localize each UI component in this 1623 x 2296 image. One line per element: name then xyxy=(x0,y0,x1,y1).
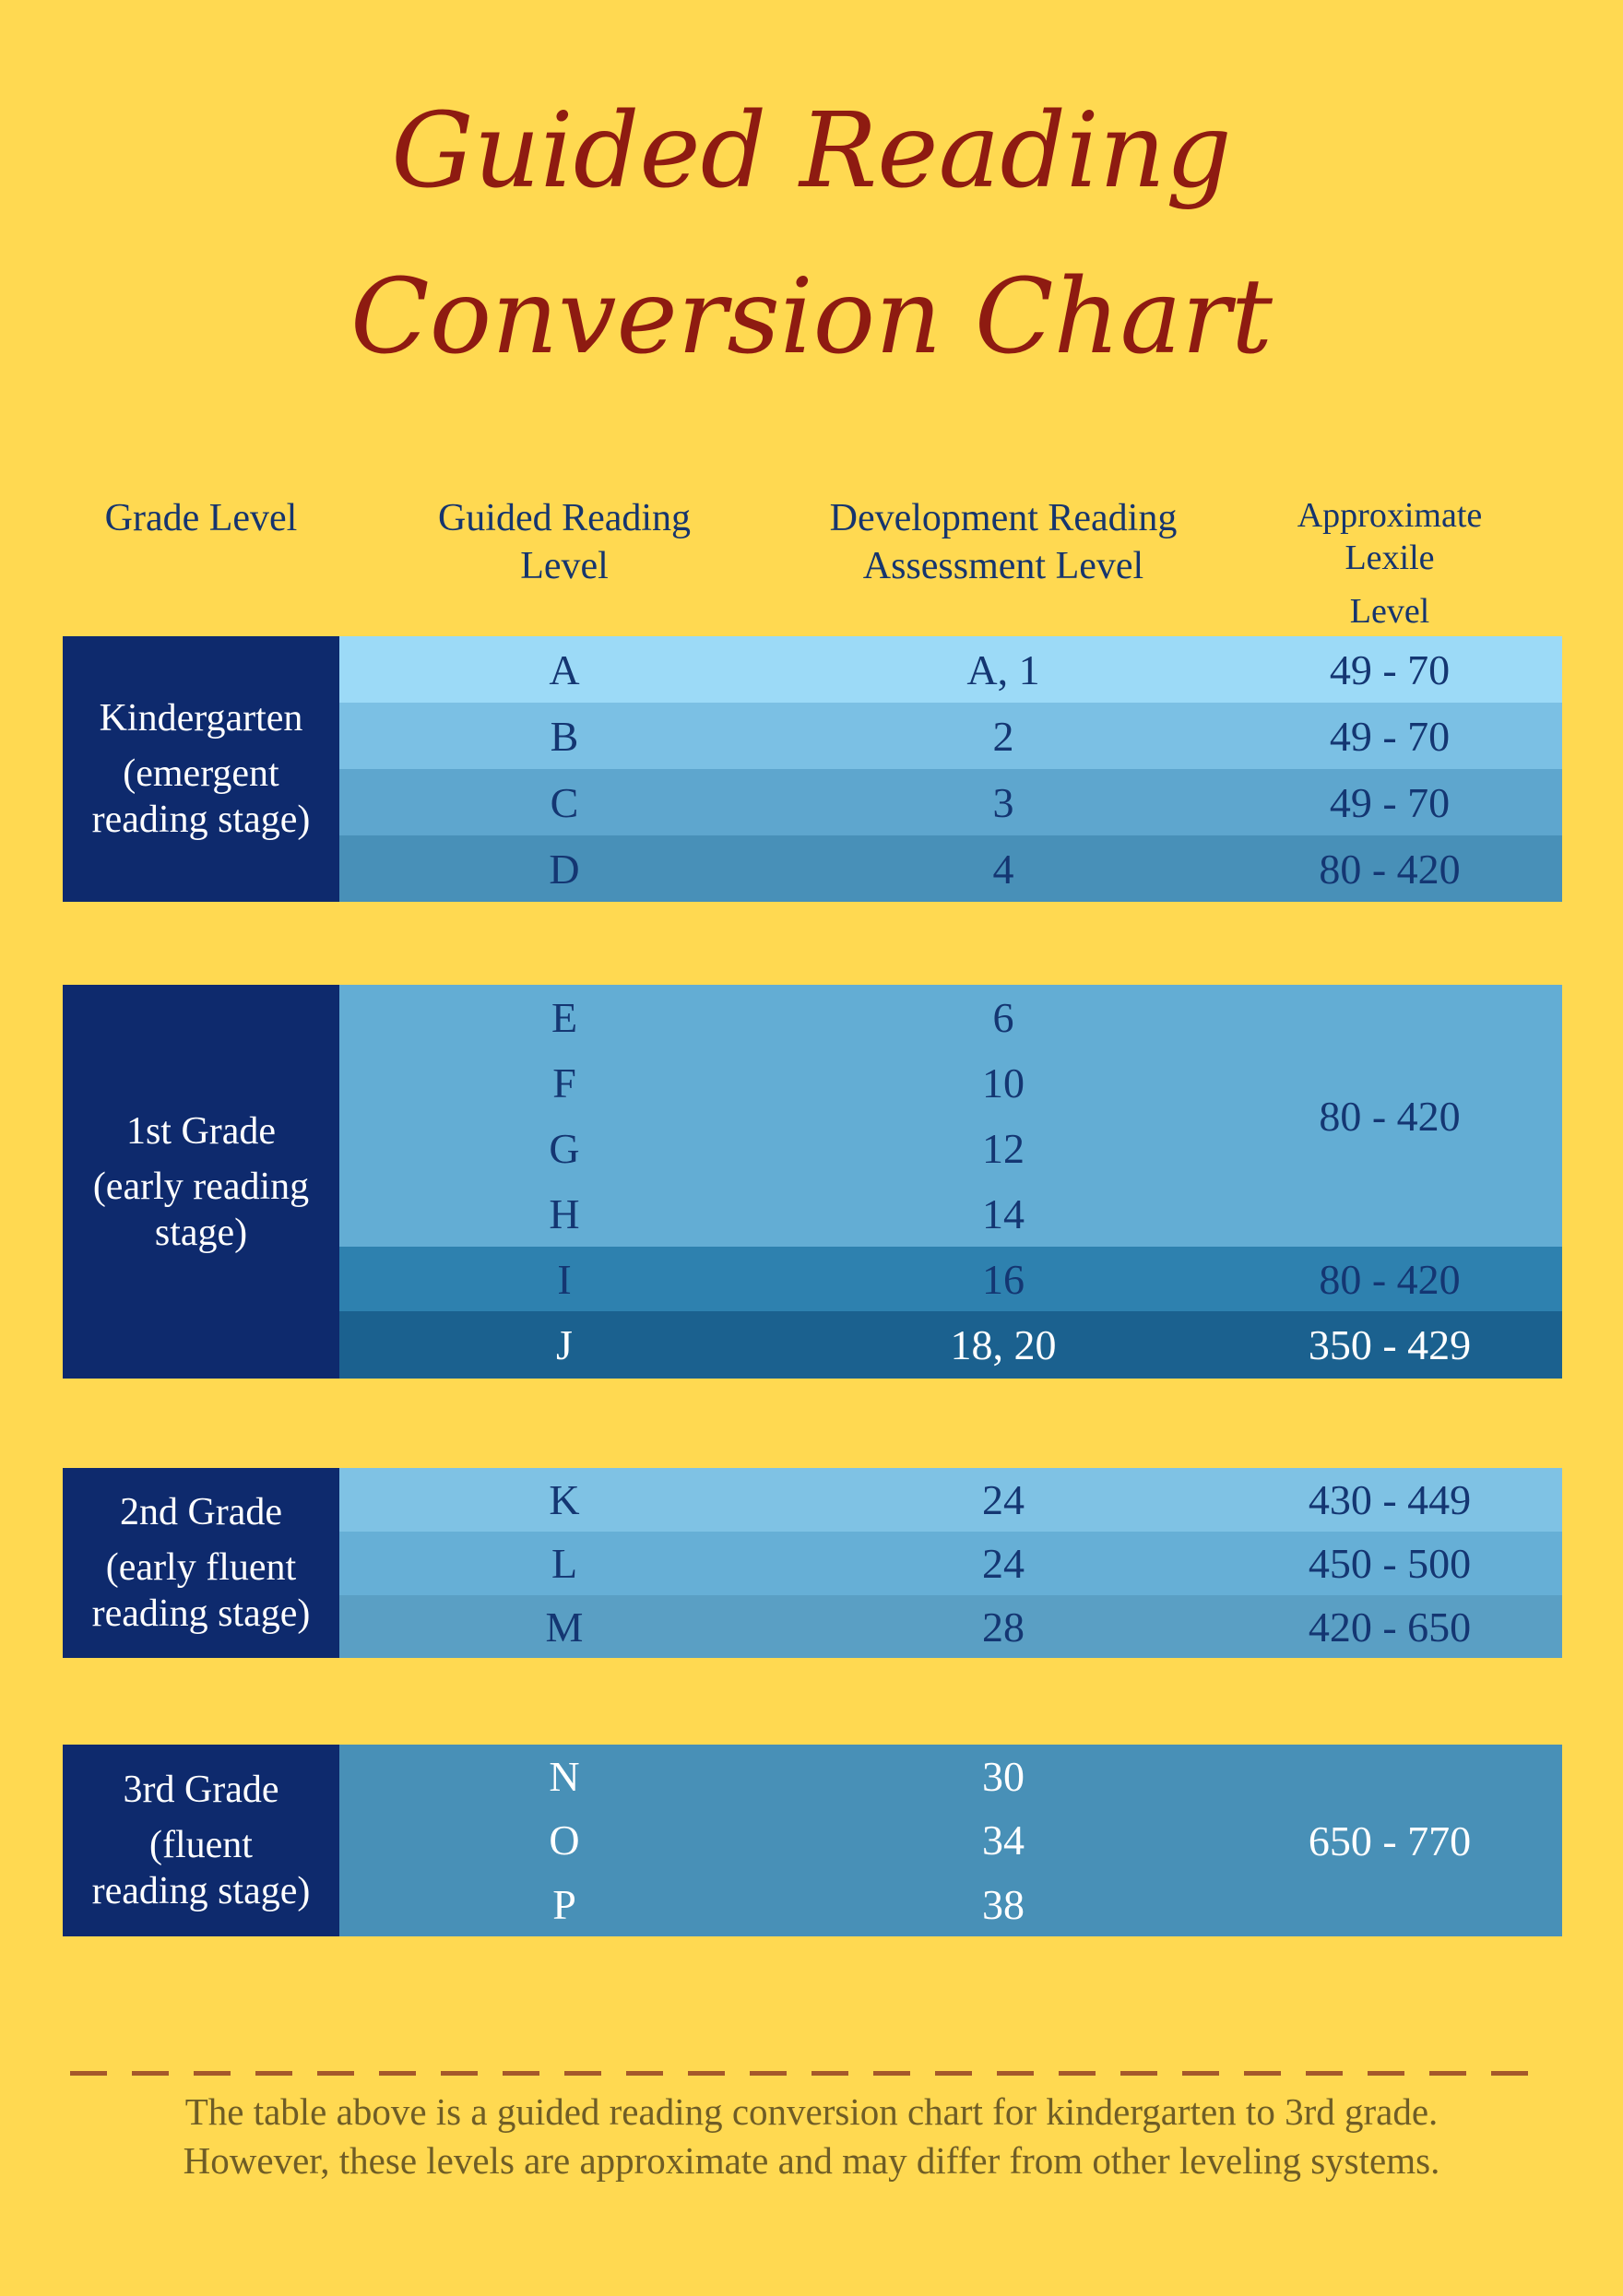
grade-name: 1st Grade xyxy=(125,1109,277,1153)
grl-stack xyxy=(339,985,789,1247)
table-row xyxy=(339,636,1562,703)
table-row xyxy=(339,1595,1562,1658)
lexile-cell: 450 - 500 xyxy=(1308,1540,1472,1587)
dra-cell: 30 xyxy=(982,1753,1025,1801)
grade-cell xyxy=(63,636,339,902)
table-row xyxy=(339,703,1562,769)
grade-name: 2nd Grade xyxy=(119,1491,283,1533)
table-row xyxy=(339,1247,1562,1311)
dra-cell: 16 xyxy=(982,1255,1025,1303)
dra-cell: 6 xyxy=(992,994,1014,1041)
header-grl-line: Level xyxy=(520,545,609,587)
rows-group xyxy=(339,1468,1562,1658)
header-dra-line: Assessment Level xyxy=(862,545,1144,587)
rows-group xyxy=(339,1745,1562,1936)
dra-cell: 4 xyxy=(992,845,1014,893)
table-header-lexile-level xyxy=(1217,494,1562,633)
grl-cell: C xyxy=(550,778,579,826)
grade-block-1st-grade xyxy=(63,985,1562,1379)
grade-name: Kindergarten xyxy=(99,697,303,740)
dra-cell: 34 xyxy=(982,1817,1025,1864)
dra-cell: 10 xyxy=(982,1059,1025,1107)
grl-cell: B xyxy=(550,712,579,760)
page-title-line2: Conversion Chart xyxy=(350,257,1273,377)
header-grade-line: Grade Level xyxy=(104,497,298,539)
lexile-cell-merged: 80 - 420 xyxy=(1319,1092,1461,1140)
grade-block-3rd-grade xyxy=(63,1745,1562,1936)
grade-cell xyxy=(63,1468,339,1658)
dra-cell: 18, 20 xyxy=(950,1321,1057,1368)
lexile-cell: 49 - 70 xyxy=(1329,645,1451,693)
header-lexile-line: Level xyxy=(1349,592,1430,631)
grade-stage-line: reading stage) xyxy=(91,1592,311,1635)
grl-cell: N xyxy=(549,1753,580,1801)
grade-stage-line: (emergent xyxy=(123,752,279,795)
rows-group xyxy=(339,985,1562,1379)
dra-cell: 14 xyxy=(982,1190,1025,1237)
table-row xyxy=(339,1532,1562,1595)
grl-cell: E xyxy=(551,994,578,1041)
grade-block-kindergarten xyxy=(63,636,1562,902)
grl-cell: H xyxy=(549,1190,580,1237)
grl-cell: F xyxy=(552,1059,576,1107)
divider-dashed-line xyxy=(70,2071,1553,2076)
table-header-row xyxy=(63,494,1562,633)
grl-cell: D xyxy=(549,845,580,893)
table-header-guided-reading-level xyxy=(339,494,789,633)
dra-cell: A, 1 xyxy=(966,645,1040,693)
grade-cell xyxy=(63,1745,339,1936)
lexile-cell: 80 - 420 xyxy=(1319,845,1461,893)
rows-group xyxy=(339,636,1562,902)
lexile-cell: 49 - 70 xyxy=(1329,712,1451,760)
grl-cell: O xyxy=(549,1817,580,1864)
dra-cell: 38 xyxy=(982,1880,1025,1928)
grl-cell: I xyxy=(557,1255,572,1303)
grl-cell: K xyxy=(549,1476,580,1523)
footer-note-line1: The table above is a guided reading conversion chart for kindergarten to 3rd grade. xyxy=(184,2090,1439,2133)
table-row xyxy=(339,1311,1562,1379)
dra-stack xyxy=(789,985,1217,1247)
grade-stage-line: (early reading xyxy=(92,1165,310,1208)
header-dra-line: Development Reading xyxy=(829,497,1178,539)
dra-cell: 2 xyxy=(992,712,1014,760)
grl-cell: M xyxy=(545,1603,584,1651)
grade-name: 3rd Grade xyxy=(123,1769,279,1811)
dra-cell: 3 xyxy=(992,778,1014,826)
grade-block-2nd-grade xyxy=(63,1468,1562,1658)
lexile-cell: 430 - 449 xyxy=(1308,1476,1472,1523)
header-lexile-line: Lexile xyxy=(1345,538,1435,577)
dra-cell: 24 xyxy=(982,1476,1025,1523)
grl-cell: A xyxy=(549,645,580,693)
dra-cell: 28 xyxy=(982,1603,1025,1651)
lexile-cell: 80 - 420 xyxy=(1319,1255,1461,1303)
table-row xyxy=(339,835,1562,902)
lexile-cell: 350 - 429 xyxy=(1308,1321,1472,1368)
merged-band-efgh xyxy=(339,985,1562,1247)
grade-stage-line: stage) xyxy=(154,1211,248,1254)
table-row xyxy=(339,769,1562,835)
grade-stage-line: reading stage) xyxy=(91,799,311,841)
header-grl-line: Guided Reading xyxy=(437,497,692,539)
table-header-grade xyxy=(63,494,339,633)
table-header-dra-level xyxy=(789,494,1217,633)
grl-cell: L xyxy=(551,1540,578,1587)
dra-cell: 12 xyxy=(982,1125,1025,1172)
lexile-cell: 49 - 70 xyxy=(1329,778,1451,826)
conversion-table xyxy=(63,636,1562,1936)
grade-cell xyxy=(63,985,339,1379)
page-title-line1: Guided Reading xyxy=(391,91,1232,211)
grl-stack xyxy=(339,1745,789,1936)
footer-note-line2: However, these levels are approximate and may differ from other leveling systems. xyxy=(183,2139,1440,2182)
grl-cell: P xyxy=(552,1880,576,1928)
table-row xyxy=(339,1468,1562,1532)
dra-stack xyxy=(789,1745,1217,1936)
grl-cell: J xyxy=(556,1321,573,1368)
lexile-cell-merged: 650 - 770 xyxy=(1308,1817,1472,1864)
footer-note xyxy=(0,2088,1623,2185)
dra-cell: 24 xyxy=(982,1540,1025,1587)
lexile-cell: 420 - 650 xyxy=(1308,1603,1472,1651)
page-title xyxy=(0,68,1623,400)
merged-band-nop xyxy=(339,1745,1562,1936)
grade-stage-line: reading stage) xyxy=(91,1870,311,1912)
grade-stage-line: (fluent xyxy=(149,1824,253,1866)
grade-stage-line: (early fluent xyxy=(105,1546,297,1589)
header-lexile-line: Approximate xyxy=(1297,496,1483,535)
grl-cell: G xyxy=(549,1125,580,1172)
